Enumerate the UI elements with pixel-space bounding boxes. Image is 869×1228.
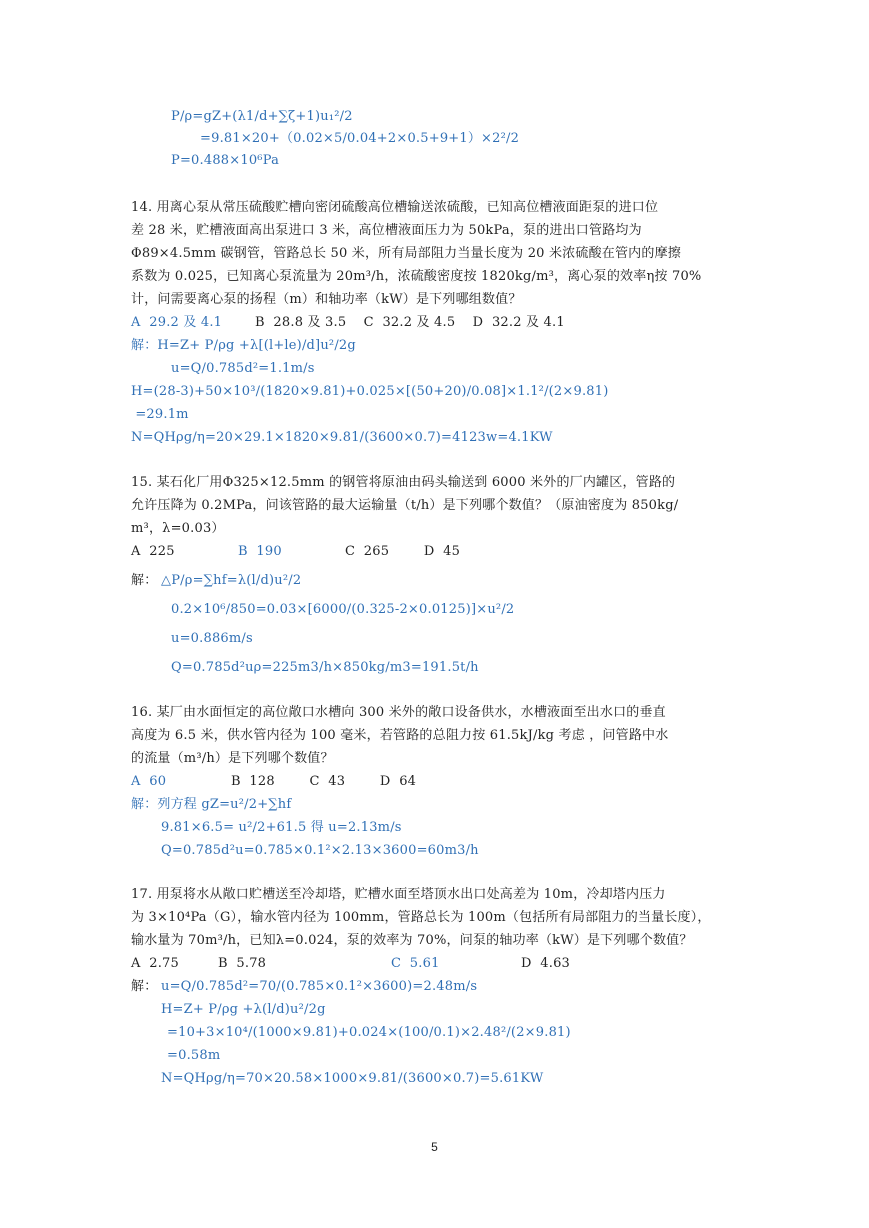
q15-text-line: 允许压降为 0.2MPa，问该管路的最大运输量（t/h）是下列哪个数值？（原油密度为 850kg/: [131, 498, 679, 513]
q14-text-line: 14. 用离心泵从常压硫酸贮槽向密闭硫酸高位槽输送浓硫酸，已知高位槽液面距泵的进口位: [131, 200, 659, 215]
q16-text-line: 16. 某厂由水面恒定的高位敞口水槽向 300 米外的敞口设备供水，水槽液面至出水口的垂直: [131, 705, 666, 720]
q14-options-bcd: B 28.8 及 3.5 C 32.2 及 4.5 D 32.2 及 4.1: [255, 315, 565, 330]
q16-text-line: 高度为 6.5 米，供水管内径为 100 毫米，若管路的总阻力按 61.5kJ/kg 考虑 ，问管路中水: [131, 728, 669, 743]
q16-solution-line: 解：列方程 gZ=u²/2+∑hf: [131, 797, 292, 812]
q15-option-b: B 190: [238, 544, 282, 559]
prev-solution-line-1: P/ρ=gZ+(λ1/d+∑ζ+1)u₁²/2: [171, 109, 353, 124]
q17-solution-line: H=Z+ P/ρg +λ(l/d)u²/2g: [161, 1002, 326, 1017]
q17-solution-prefix: 解：: [131, 979, 158, 994]
q14-text-line: 系数为 0.025，已知离心泵流量为 20m³/h，浓硫酸密度按 1820kg/m³，离心泵的效率η按 70%: [131, 269, 702, 284]
q15-solution-line: u=0.886m/s: [171, 631, 253, 646]
q17-option-c: C 5.61: [391, 956, 440, 971]
page-number: 5: [431, 1140, 438, 1154]
q17-solution-line: =10+3×10⁴/(1000×9.81)+0.024×(100/0.1)×2.48²/(2×9.81): [167, 1025, 571, 1040]
q15-solution-prefix: 解：: [131, 573, 158, 588]
q14-text-line: Φ89×4.5mm 碳钢管，管路总长 50 米，所有局部阻力当量长度为 20 米浓硫酸在管内的摩擦: [131, 246, 681, 261]
q14-solution-line: u=Q/0.785d²=1.1m/s: [171, 361, 315, 376]
q14-solution-line: 解：H=Z+ P/ρg +λ[(l+le)/d]u²/2g: [131, 338, 356, 353]
q17-solution-line: u=Q/0.785d²=70/(0.785×0.1²×3600)=2.48m/s: [161, 979, 478, 994]
q16-solution-line: Q=0.785d²u=0.785×0.1²×2.13×3600=60m3/h: [161, 843, 479, 858]
q15-solution-line: 0.2×10⁶/850=0.03×[6000/(0.325-2×0.0125)]×u²/2: [171, 602, 515, 617]
q14-solution-line: N=QHρg/η=20×29.1×1820×9.81/(3600×0.7)=4123w=4.1KW: [131, 430, 553, 445]
q16-text-line: 的流量（m³/h）是下列哪个数值？: [131, 751, 334, 766]
q16-option-a: A 60: [131, 774, 167, 789]
q15-text-line: m³，λ=0.03）: [131, 521, 225, 536]
q14-text-line: 计，问需要离心泵的扬程（m）和轴功率（kW）是下列哪组数值？: [131, 292, 522, 307]
q16-options-bcd: B 128 C 43 D 64: [231, 774, 417, 789]
q15-options-cd: C 265 D 45: [345, 544, 461, 559]
prev-solution-line-2: =9.81×20+（0.02×5/0.04+2×0.5+9+1）×2²/2: [200, 131, 520, 146]
q16-solution-line: 9.81×6.5= u²/2+61.5 得 u=2.13m/s: [161, 820, 402, 835]
q14-text-line: 差 28 米，贮槽液面高出泵进口 3 米，高位槽液面压力为 50kPa，泵的进出口管路均为: [131, 223, 642, 238]
q17-text-line: 输水量为 70m³/h，已知λ=0.024，泵的效率为 70%，问泵的轴功率（kW）是下列哪个数值？: [131, 933, 693, 948]
q17-solution-line: N=QHρg/η=70×20.58×1000×9.81/(3600×0.7)=5.61KW: [161, 1071, 544, 1086]
q14-solution-line: H=(28-3)+50×10³/(1820×9.81)+0.025×[(50+20)/0.08]×1.1²/(2×9.81): [131, 384, 609, 399]
q17-text-line: 17. 用泵将水从敞口贮槽送至冷却塔，贮槽水面至塔顶水出口处高差为 10m，冷却塔内压力: [131, 887, 666, 902]
q17-solution-line: =0.58m: [167, 1048, 221, 1063]
q14-option-a: A 29.2 及 4.1: [131, 315, 223, 330]
q15-solution-line: Q=0.785d²uρ=225m3/h×850kg/m3=191.5t/h: [171, 660, 479, 675]
q14-solution-line: =29.1m: [131, 407, 189, 422]
q17-options-ab: A 2.75 B 5.78: [131, 956, 267, 971]
q17-option-d: D 4.63: [521, 956, 571, 971]
q15-option-a: A 225: [131, 544, 175, 559]
q15-solution-line: △P/ρ=∑hf=λ(l/d)u²/2: [161, 573, 302, 588]
q17-text-line: 为 3×10⁴Pa（G），输水管内径为 100mm，管路总长为 100m（包括所有局部阻力的当量长度），: [131, 910, 711, 925]
prev-solution-line-3: P=0.488×10⁶Pa: [171, 153, 280, 168]
q15-text-line: 15. 某石化厂用Φ325×12.5mm 的钢管将原油由码头输送到 6000 米外的厂内罐区，管路的: [131, 475, 676, 490]
